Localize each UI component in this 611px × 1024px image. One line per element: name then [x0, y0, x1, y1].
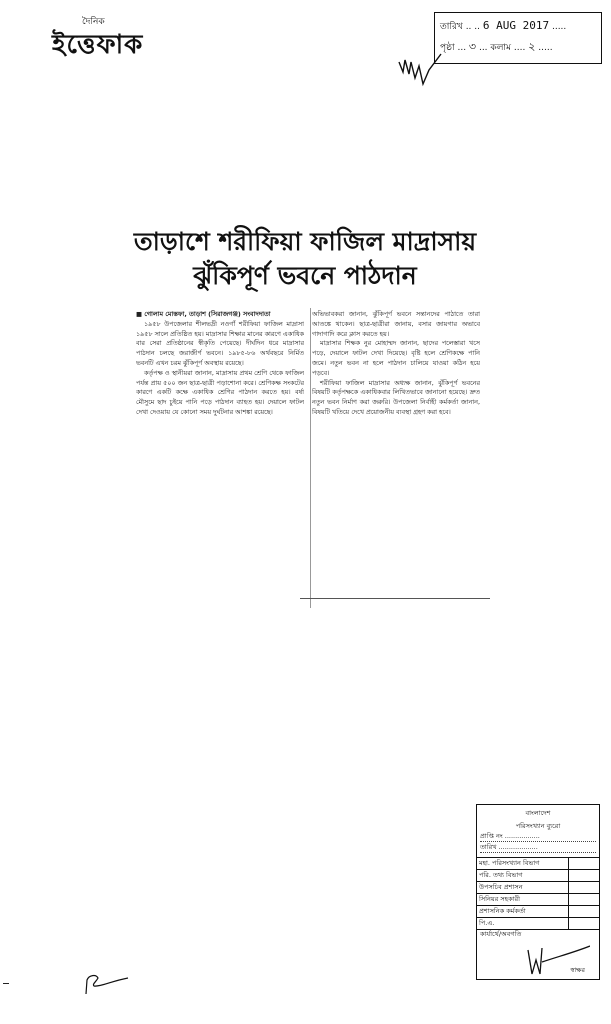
- form-field-date: তারিখ ...................: [480, 842, 596, 853]
- article-paragraph: ১৯৫৮ উপজেলার শীলভদ্রী নওগাঁ শরীফিয়া ফাজিল মাদ্রাসা ১৯৫৮ সালে প্রতিষ্ঠিত হয়। মাদ্রাসার শিক্ষার মানের কারণে একাধিক বার সেরা প্রতিষ্ঠানের স্বীকৃতি পেয়েছে। দীর্ঘদিন ধরে মাদ্রাসার পাঠদান চলছে জরাজীর্ণ ভবনে। ১৯৮৫-৮৬ অর্থবছরে নির্মিত ভবনটি এখন চরম ঝুঁকিপূর্ণ অবস্থায় রয়েছে।: [136, 319, 304, 367]
- form-row-label: উপসচিব প্রশাসন: [477, 882, 569, 894]
- article-column-right: [312, 310, 480, 602]
- form-field-receipt: প্রাপ্তি নং .................: [480, 831, 596, 842]
- form-title-1: বাংলাদেশ: [525, 809, 551, 817]
- form-row-check: [569, 870, 600, 882]
- margin-mark: [3, 983, 9, 984]
- handwritten-tick-icon: [395, 48, 465, 88]
- form-title-2: পরিসংখ্যান ব্যুরো: [515, 822, 561, 830]
- stamp-column-value: ২: [528, 40, 536, 53]
- stamp-page-row: পৃষ্ঠা ... ৩ ... কলাম .... ২ .....: [440, 40, 553, 53]
- article-paragraph: মাদ্রাসার শিক্ষক নুর মোহাম্মদ জানান, ছাদের পলেস্তারা খসে পড়ে, দেয়ালে ফাটল দেখা দিয়েছে। বৃষ্টি হলে শ্রেণিকক্ষে পানি জমে। নতুন ভবন না হলে পাঠদান চালিয়ে যাওয়া কঠিন হয়ে পড়বে।: [312, 339, 480, 377]
- form-row: [477, 870, 599, 882]
- form-sign-label: স্বাক্ষর: [570, 966, 585, 974]
- article-byline: ■ গোলাম মোস্তফা, তাড়াশ (সিরাজগঞ্জ) সংবাদদাতা: [136, 310, 271, 318]
- form-row-label: প্রশাসনিক কর্মকর্তা: [477, 906, 569, 918]
- form-row: [477, 906, 599, 918]
- headline-line-1: তাড়াশে শরীফিয়া ফাজিল মাদ্রাসায়: [133, 227, 477, 256]
- article-column-left: [136, 310, 304, 610]
- form-routing-table: [477, 857, 599, 930]
- form-action-label: কার্যার্থে/অবগতি: [480, 930, 522, 938]
- stamp-page-label: পৃষ্ঠা: [440, 43, 455, 53]
- form-row: [477, 894, 599, 906]
- headline-line-2: ঝুঁকিপূর্ণ ভবনে পাঠদান: [193, 261, 417, 290]
- form-row-check: [569, 894, 600, 906]
- form-row-label: পরি. তথ্য বিভাগ: [477, 870, 569, 882]
- handwritten-initials-icon: [84, 972, 134, 996]
- form-row-label: সিনিয়র সহকারী: [477, 894, 569, 906]
- form-row: [477, 882, 599, 894]
- form-row: [477, 858, 599, 870]
- form-row: [477, 918, 599, 930]
- article-paragraph: অভিভাবকরা জানান, ঝুঁকিপূর্ণ ভবনে সন্তানদের পাঠাতে তারা আতঙ্কে থাকেন। ছাত্র-ছাত্রীরা জানায়, বসার জায়গার অভাবে গাদাগাদি করে ক্লাস করতে হয়।: [312, 310, 480, 338]
- stamp-date-value: 6 AUG 2017: [482, 19, 550, 32]
- routing-form: [476, 804, 600, 980]
- article-paragraph: শরীফিয়া ফাজিল মাদ্রাসার অধ্যক্ষ জানান, ঝুঁকিপূর্ণ ভবনের বিষয়টি কর্তৃপক্ষকে একাধিকবার লিখিতভাবে জানানো হয়েছে। দ্রুত নতুন ভবন নির্মাণ করা জরুরি। উপজেলা নির্বাহী কর্মকর্তা জানান, বিষয়টি খতিয়ে দেখে প্রয়োজনীয় ব্যবস্থা গ্রহণ করা হবে।: [312, 378, 480, 416]
- form-row-check: [569, 858, 600, 870]
- masthead-prefix: দৈনিক: [82, 17, 105, 27]
- form-row-check: [569, 906, 600, 918]
- column-divider: [310, 308, 311, 608]
- form-row-check: [569, 882, 600, 894]
- stamp-column-label: কলাম: [490, 43, 512, 53]
- article-paragraph: কর্তৃপক্ষ ও স্থানীয়রা জানান, মাদ্রাসায় প্রথম শ্রেণি থেকে ফাজিল পর্যন্ত প্রায় ৫০০ জন ছাত্র-ছাত্রী পড়াশোনা করে। শ্রেণিকক্ষ সংকটের কারণে একটি কক্ষে একাধিক শ্রেণির পাঠদান করতে হয়। বর্ষা মৌসুমে ছাদ চুইয়ে পানি পড়ে পাঠদান ব্যাহত হয়। দেয়ালে ফাটল দেখা দেওয়ায় যে কোনো সময় দুর্ঘটনার আশঙ্কা রয়েছে।: [136, 368, 304, 416]
- stamp-date-label: তারিখ: [440, 22, 463, 32]
- stamp-date-row: তারিখ .. .. 6 AUG 2017 .....: [440, 19, 567, 32]
- newspaper-logo: ইত্তেফাক: [52, 30, 144, 60]
- article-headline: [125, 225, 485, 293]
- form-row-label: মহা. পরিসংখ্যান বিভাগ: [477, 858, 569, 870]
- form-row-label: পি.এ.: [477, 918, 569, 930]
- stamp-page-value: ৩: [468, 40, 477, 53]
- form-row-check: [569, 918, 600, 930]
- article-end-rule: [300, 598, 490, 599]
